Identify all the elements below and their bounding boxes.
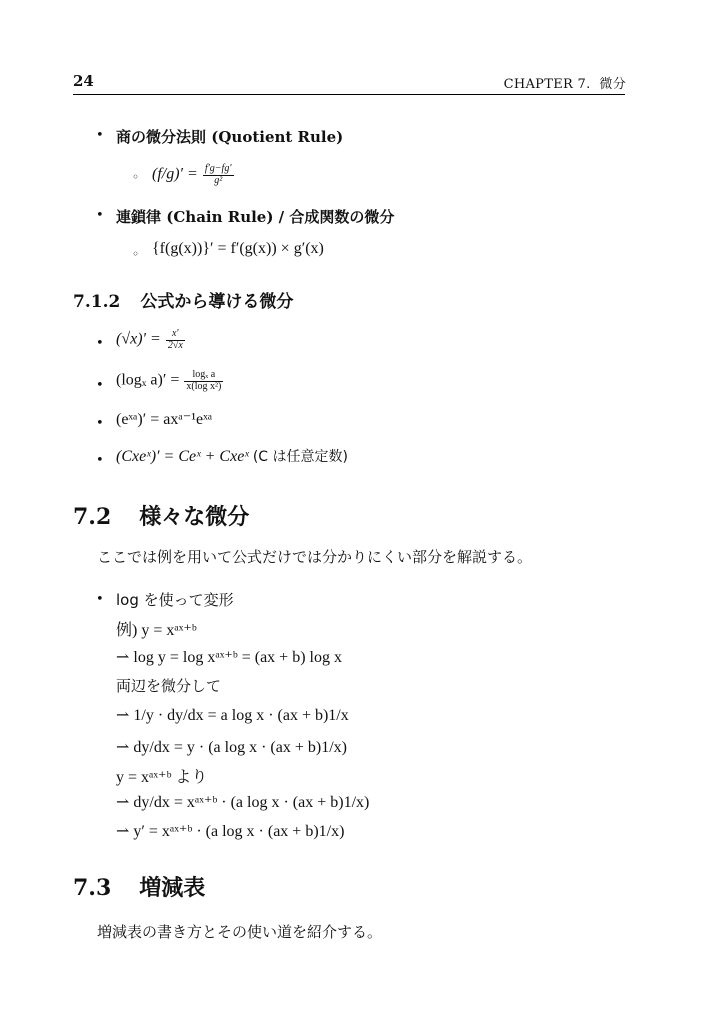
bullet-icon: •	[96, 208, 104, 223]
section-number: 7.2	[73, 504, 112, 530]
bullet-icon: •	[96, 453, 104, 468]
page-number: 24	[73, 72, 94, 90]
formula-exp: (eˣᵃ)′ = axᵃ⁻¹eˣᵃ	[116, 411, 213, 428]
chain-formula: {f(g(x))}′ = f′(g(x)) × g′(x)	[152, 240, 324, 257]
chain-title-jp2: 合成関数の微分	[289, 208, 395, 226]
quotient-title-jp: 商の微分法則	[116, 128, 207, 146]
circle-bullet-icon: ◦	[132, 170, 140, 184]
section-intro: 増減表の書き方とその使い道を紹介する。	[97, 923, 383, 941]
fraction-denominator: 2√x	[167, 339, 183, 351]
bullet-icon: •	[96, 592, 104, 607]
bullet-icon: •	[96, 336, 104, 351]
deriv-line: 例) y = xᵃˣ⁺ᵇ	[116, 622, 197, 639]
quotient-rule-title	[116, 126, 343, 147]
section-number: 7.3	[73, 875, 112, 901]
quotient-title-en: (Quotient Rule)	[211, 128, 344, 146]
deriv-line: 両辺を微分して	[116, 677, 222, 695]
section-intro: ここでは例を用いて公式だけでは分かりにくい部分を解説する。	[97, 548, 533, 566]
quotient-fraction	[203, 164, 234, 186]
chain-title-en: (Chain Rule) /	[166, 208, 285, 226]
deriv-line: ⇀ y′ = xᵃˣ⁺ᵇ · (a log x · (ax + b)1/x)	[116, 823, 345, 840]
deriv-line: ⇀ dy/dx = xᵃˣ⁺ᵇ · (a log x · (ax + b)1/x)	[116, 794, 370, 811]
running-header	[504, 73, 626, 92]
chain-title-jp: 連鎖律	[116, 208, 162, 226]
log-lhs: (logₓ a)′ =	[116, 371, 180, 389]
subsection-number: 7.1.2	[73, 292, 121, 312]
sqrt-fraction	[166, 329, 185, 351]
log-bullet-title: log を使って変形	[116, 591, 234, 609]
fraction-denominator: x(log x²)	[186, 380, 222, 392]
deriv-line: ⇀ log y = log xᵃˣ⁺ᵇ = (ax + b) log x	[116, 649, 342, 666]
log-fraction	[184, 370, 223, 392]
deriv-line: ⇀ dy/dx = y · (a log x · (ax + b)1/x)	[116, 739, 347, 756]
chapter-title: 微分	[599, 77, 626, 92]
subsection-title: 公式から導ける微分	[140, 292, 294, 312]
fraction-numerator: f′g−fg′	[204, 163, 232, 174]
bullet-icon: •	[96, 378, 104, 393]
fraction-denominator: g²	[214, 174, 223, 186]
deriv-line: y = xᵃˣ⁺ᵇ より	[116, 769, 208, 786]
formula-cxex	[116, 446, 348, 466]
formula-sqrt	[116, 329, 186, 351]
fraction-numerator: logₓ a	[184, 370, 223, 382]
cxex-note: (C は任意定数)	[252, 449, 348, 465]
section-heading-7-3	[73, 871, 205, 902]
sqrt-lhs: (√x)′ =	[116, 330, 161, 348]
deriv-line: ⇀ 1/y · dy/dx = a log x · (ax + b)1/x	[116, 707, 349, 724]
section-title: 様々な微分	[139, 505, 250, 530]
circle-bullet-icon: ◦	[132, 247, 140, 261]
quotient-lhs: (f/g)′ =	[152, 165, 198, 183]
formula-log	[116, 370, 224, 392]
bullet-icon: •	[96, 416, 104, 431]
header-rule	[73, 94, 625, 95]
chain-rule-title	[116, 206, 394, 227]
chapter-label: CHAPTER 7.	[503, 77, 591, 92]
subsection-heading	[73, 287, 293, 312]
quotient-formula	[152, 164, 235, 186]
cxex-formula: (Cxeˣ)′ = Ceˣ + Cxeˣ	[116, 448, 249, 465]
section-title: 増減表	[139, 876, 206, 901]
bullet-icon: •	[96, 128, 104, 143]
fraction-numerator: x′	[166, 329, 185, 341]
section-heading-7-2	[73, 500, 249, 531]
